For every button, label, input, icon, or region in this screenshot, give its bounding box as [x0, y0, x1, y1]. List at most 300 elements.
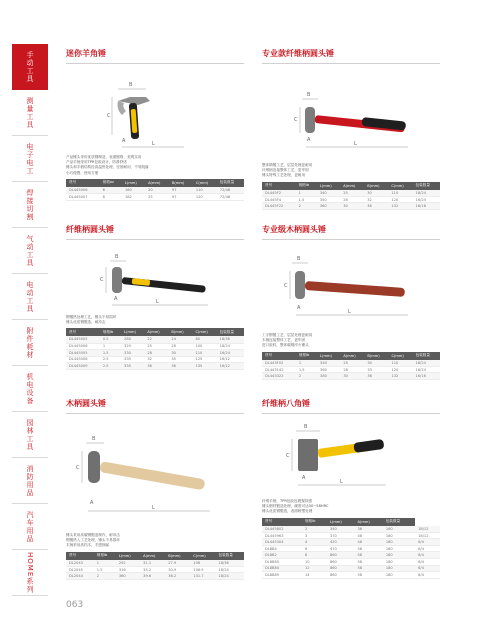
hammer-head — [295, 271, 305, 299]
table-row — [262, 366, 440, 373]
table-cell: 25 — [145, 193, 169, 200]
dim-l-label: L — [354, 141, 357, 147]
dim-c-label: C — [100, 277, 104, 283]
nav-item-accessories[interactable] — [12, 320, 48, 366]
table-row — [262, 539, 440, 546]
table-cell: DL445F2 — [262, 190, 296, 197]
table-cell: 18/24 — [217, 343, 244, 350]
dim-a-label: A — [90, 500, 94, 506]
table-cell: 335 — [121, 363, 144, 370]
divider — [262, 239, 440, 240]
table-cell: 330 — [121, 350, 144, 357]
table-cell: 470 — [327, 545, 355, 552]
table-cell: DL445006 — [66, 343, 100, 350]
table-cell: 4 — [302, 539, 327, 546]
col-header: 规格oz — [100, 179, 122, 187]
table-row — [262, 373, 440, 380]
col-header: B(mm) — [168, 328, 192, 336]
desc-line: 小巧便携，使用方便 — [66, 170, 99, 175]
table-cell: 316 — [116, 566, 140, 573]
desc-line: 锤头优质钢锻造，耐冲击 — [66, 320, 106, 325]
table-cell: DL2045 — [66, 566, 94, 573]
table-row — [262, 532, 440, 539]
table-cell: 125 — [192, 356, 216, 363]
table-cell: 340 — [317, 360, 340, 367]
hammer-handle — [99, 461, 205, 490]
table-cell: 35 — [168, 356, 192, 363]
dim-b-label: B — [115, 254, 119, 260]
table-cell: 2 — [296, 203, 317, 210]
desc-line: 锤头采用高碳钢锻造制作，耐冲击 — [66, 533, 120, 537]
table-row — [66, 193, 244, 200]
table-cell: 10 — [302, 559, 327, 566]
nav-label: 手动工具 — [26, 51, 34, 83]
table-cell: 18/36 — [217, 336, 244, 343]
col-header: C(mm) — [192, 328, 216, 336]
hammer-claw — [118, 101, 127, 115]
hammer-head — [88, 451, 100, 483]
table-cell: 0.5 — [100, 336, 121, 343]
col-header: A(mm) — [340, 182, 364, 190]
table-cell: 180 — [383, 565, 415, 572]
table-cell: DL443F02 — [262, 360, 296, 367]
table-cell: DL443142 — [262, 366, 296, 373]
table-row — [262, 572, 440, 579]
table-cell: 30 — [340, 203, 364, 210]
nav-item-home[interactable] — [12, 550, 48, 596]
table-cell: 6/4 — [415, 539, 440, 546]
table-cell: 32 — [144, 356, 168, 363]
table-cell: 340 — [327, 526, 355, 533]
col-header: C(mm) — [193, 179, 217, 187]
col-header: 货号 — [262, 518, 302, 526]
table-cell: 370 — [327, 532, 355, 539]
table-cell: 292 — [116, 560, 140, 567]
table-cell: 72/48 — [217, 193, 244, 200]
table-cell: 380 — [317, 373, 340, 380]
product-fiber-ball-peen-hammer — [66, 224, 244, 370]
col-header: C(mm) — [388, 352, 412, 360]
dim-l-label: L — [340, 479, 343, 485]
dim-b-label: B — [92, 436, 96, 442]
divider — [262, 63, 440, 64]
table-header-row — [66, 179, 244, 187]
col-header: L(mm) — [327, 518, 355, 526]
table-cell: 110 — [388, 190, 412, 197]
nav-label: 气动工具 — [26, 234, 34, 267]
table-cell: 58 — [354, 572, 382, 579]
table-cell: 6/4 — [415, 559, 440, 566]
table-cell: 36 — [144, 363, 168, 370]
nav-item-pneumatic[interactable] — [12, 228, 48, 274]
table-cell: 6/4 — [415, 545, 440, 552]
nav-item-auto[interactable] — [12, 504, 48, 550]
table-cell: 36 — [364, 203, 388, 210]
dim-c-label: C — [76, 465, 80, 471]
table-cell: 16/12 — [217, 363, 244, 370]
spec-table — [66, 328, 244, 369]
table-header-row — [262, 182, 440, 190]
table-cell: 340 — [317, 190, 340, 197]
table-cell: 25 — [340, 360, 364, 367]
table-cell: 33 — [364, 366, 388, 373]
table-cell: 180 — [383, 545, 415, 552]
table-row — [262, 203, 440, 210]
table-row — [66, 350, 244, 357]
table-cell: 16/24 — [413, 366, 440, 373]
table-cell: 2 — [302, 526, 327, 533]
table-cell: 2 — [94, 573, 116, 580]
product-title: 纤维柄八角锤 — [262, 399, 310, 408]
table-cell: 106.9 — [190, 566, 215, 573]
product-wood-ball-peen-hammer — [66, 398, 244, 580]
table-cell: DL443322 — [262, 373, 296, 380]
table-cell: 6/4 — [415, 552, 440, 559]
table-row — [66, 560, 244, 567]
col-header: C(mm) — [190, 552, 215, 560]
table-cell: DL445802 — [262, 526, 302, 533]
table-cell: 160 — [383, 526, 415, 533]
table-cell: 106 — [190, 560, 215, 567]
table-row — [66, 356, 244, 363]
product-fiber-octagonal-hammer — [262, 398, 440, 579]
product-mini-claw-hammer — [66, 48, 244, 201]
desc-line: 锤头优质钢锻造，表面喷塑处理 — [262, 509, 313, 514]
table-cell: 30 — [168, 350, 192, 357]
table-cell: 135 — [192, 363, 216, 370]
table-cell: 1 — [296, 190, 317, 197]
table-cell: 12 — [302, 565, 327, 572]
hammer-illustration — [262, 243, 440, 333]
col-header: 规格lb — [296, 182, 317, 190]
table-cell: 860 — [327, 565, 355, 572]
col-header: B(mm) — [364, 182, 388, 190]
table-cell: 36 — [168, 363, 192, 370]
table-cell: 16/16 — [413, 203, 440, 210]
table-cell: DL2043 — [66, 560, 94, 567]
table-cell: 39.6 — [140, 573, 165, 580]
desc-line: 产品锤头采用优质钢制造，表面镀铬，美观实用 — [66, 155, 142, 159]
product-pro-wood-ball-peen-hammer — [262, 224, 440, 380]
nav-item-welding[interactable] — [12, 182, 48, 228]
divider — [262, 413, 440, 414]
col-header: 包装数量 — [217, 328, 244, 336]
product-description — [262, 333, 440, 349]
table-row — [262, 360, 440, 367]
desc-line: 工字钢锻工艺，层层处理更耐用 — [262, 333, 313, 337]
dim-b-label: B — [304, 424, 308, 430]
desc-line: 钢锻热处理工艺，锤头不易损坏 — [66, 315, 117, 319]
desc-line: 纤维柄连接整体工艺，更牢固 — [262, 168, 309, 173]
hammer-illustration — [66, 243, 244, 315]
table-cell: 14 — [302, 572, 327, 579]
table-cell: 16/24 — [217, 350, 244, 357]
table-cell: 28 — [340, 196, 364, 203]
dim-l-label: L — [156, 299, 159, 305]
nav-label: 测量工具 — [26, 96, 34, 129]
handle-grip — [353, 439, 384, 453]
table-row — [262, 190, 440, 197]
table-cell: 31.1 — [140, 560, 165, 567]
table-cell: 1.5 — [94, 566, 116, 573]
table-cell: 16/16 — [413, 373, 440, 380]
nav-item-fire[interactable] — [12, 458, 48, 504]
table-cell: 16/24 — [413, 196, 440, 203]
table-row — [66, 566, 244, 573]
col-header: L(mm) — [116, 552, 140, 560]
table-cell: 18/24 — [413, 190, 440, 197]
col-header: A(mm) — [144, 328, 168, 336]
table-cell: DL8B85 — [262, 559, 302, 566]
table-cell: 80 — [192, 336, 216, 343]
table-cell: 18/24 — [215, 566, 244, 573]
table-cell: 6 — [100, 187, 122, 194]
table-cell: 1.5 — [296, 196, 317, 203]
table-cell: 27.9 — [165, 560, 190, 567]
table-cell: 180 — [383, 532, 415, 539]
table-cell: 1.5 — [296, 366, 317, 373]
table-cell: 1 — [94, 560, 116, 567]
table-cell: 131.7 — [190, 573, 215, 580]
table-cell: 28 — [144, 350, 168, 357]
nav-label: 汽车用品 — [26, 510, 34, 543]
table-cell: DL445F22 — [262, 203, 296, 210]
col-header: 规格lb — [94, 552, 116, 560]
table-cell: 16/12 — [217, 356, 244, 363]
table-cell: DL445008 — [66, 356, 100, 363]
col-header: B(mm) — [165, 552, 190, 560]
table-cell: 36 — [354, 526, 382, 533]
table-cell: 120 — [388, 366, 412, 373]
nav-label: 焊接切割 — [26, 188, 34, 221]
spec-table — [262, 182, 440, 210]
desc-line: 锤头和手柄结构经高温热处理，坚固耐用，不易脱落 — [66, 165, 149, 170]
col-header: 包装数量 — [217, 179, 244, 187]
col-header: A(mm) — [140, 552, 165, 560]
product-description — [66, 155, 244, 176]
col-header: 包装数量 — [413, 182, 440, 190]
table-header-row — [262, 352, 440, 360]
table-cell: 18/24 — [413, 360, 440, 367]
nav-item-electrical[interactable] — [12, 136, 48, 182]
nav-label: 消防用品 — [26, 464, 34, 497]
table-cell: 8 — [100, 193, 122, 200]
table-cell: 110 — [193, 187, 217, 194]
table-row — [262, 526, 440, 533]
nav-label: 机电设备 — [26, 372, 34, 405]
product-description — [66, 315, 244, 325]
col-header: C(mm) — [388, 182, 412, 190]
table-cell: 30 — [364, 190, 388, 197]
col-header: 货号 — [66, 179, 100, 187]
product-title: 专业款纤维柄圆头锤 — [262, 49, 334, 58]
table-cell: 30 — [364, 360, 388, 367]
table-cell: 180 — [383, 572, 415, 579]
table-row — [262, 559, 440, 566]
table-cell: 335 — [121, 356, 144, 363]
table-cell: 35.2 — [140, 566, 165, 573]
spec-table — [66, 179, 244, 201]
dim-b-label: B — [129, 82, 133, 88]
nav-item-mechanical[interactable] — [12, 366, 48, 412]
dim-b-label: B — [307, 92, 311, 98]
desc-line: 锤头特殊工艺处理，更耐用 — [262, 173, 306, 178]
table-cell: 420 — [327, 539, 355, 546]
table-cell: DL445005 — [66, 336, 100, 343]
table-cell: 58 — [354, 545, 382, 552]
dim-c-label: C — [284, 283, 288, 289]
table-row — [66, 573, 244, 580]
col-header: L(mm) — [121, 328, 144, 336]
col-header: 货号 — [66, 328, 100, 336]
table-cell: 1 — [296, 360, 317, 367]
table-cell: 860 — [327, 559, 355, 566]
col-header: A(mm) — [145, 179, 169, 187]
dim-l-label: L — [152, 505, 155, 511]
dim-a-label: A — [122, 138, 126, 144]
dim-a-label: A — [297, 305, 301, 311]
nav-item-power-tools[interactable] — [12, 274, 48, 320]
col-header: 规格lb — [100, 328, 121, 336]
table-cell: 280 — [121, 336, 144, 343]
dim-a-label: A — [307, 137, 311, 143]
table-cell: 20 — [145, 187, 169, 194]
table-cell: DL8B89 — [262, 572, 302, 579]
table-cell: 2 — [296, 373, 317, 380]
product-title: 专业级木柄圆头锤 — [262, 225, 326, 234]
col-header: A(mm) — [340, 352, 364, 360]
table-row — [262, 565, 440, 572]
col-header: L(mm) — [317, 182, 340, 190]
nav-label: HOME系列 — [26, 551, 34, 594]
table-row — [262, 552, 440, 559]
table-cell: 350 — [317, 196, 340, 203]
table-cell: 97 — [169, 193, 193, 200]
hammer-head — [112, 267, 122, 293]
nav-label: 电动工具 — [26, 280, 34, 313]
col-header: 规格lb — [296, 352, 317, 360]
table-cell: 132 — [388, 373, 412, 380]
col-header: B(mm) — [169, 179, 193, 187]
col-header: 货号 — [262, 352, 296, 360]
spec-table — [262, 518, 440, 579]
table-cell: 180 — [383, 539, 415, 546]
table-cell: DL8B4 — [262, 545, 302, 552]
table-cell: DL445F4 — [262, 196, 296, 203]
table-cell: DL8B2 — [262, 552, 302, 559]
table-cell: 58 — [354, 552, 382, 559]
nav-item-garden[interactable] — [12, 412, 48, 458]
table-cell: 24 — [168, 336, 192, 343]
hammer-head — [298, 439, 318, 471]
product-title: 迷你羊角锤 — [66, 49, 106, 58]
table-cell: DL2044 — [66, 573, 94, 580]
table-cell: 18/12 — [415, 526, 440, 533]
table-row — [66, 187, 244, 194]
table-row — [66, 363, 244, 370]
col-header: 包装数量 — [413, 352, 440, 360]
desc-line: 进口胶料，整体碳钢淬火锤头 — [262, 343, 309, 348]
table-cell: DL445009 — [66, 363, 100, 370]
table-cell: 36.2 — [165, 573, 190, 580]
page-number: 063 — [66, 600, 84, 610]
table-cell: 3 — [302, 532, 327, 539]
table-cell: 160 — [122, 187, 145, 194]
table-cell: 25 — [144, 343, 168, 350]
table-row — [66, 343, 244, 350]
desc-line: 木柄连接整体工艺，更牢固 — [262, 338, 306, 343]
table-cell: 18/24 — [215, 573, 244, 580]
divider — [66, 413, 244, 414]
table-cell: 1 — [100, 343, 121, 350]
table-header-row — [262, 518, 440, 526]
col-header: 包装数量 — [383, 518, 415, 526]
table-cell: 320 — [121, 343, 144, 350]
product-title: 木柄圆头锤 — [66, 399, 106, 408]
table-cell: 360 — [116, 573, 140, 580]
desc-line: 整体精锻工艺，层层处理更耐用 — [262, 163, 313, 167]
table-cell: DL445006 — [66, 187, 100, 194]
table-cell: 25 — [340, 190, 364, 197]
table-cell: 182 — [122, 193, 145, 200]
col-header: 货号 — [262, 182, 296, 190]
table-cell: 1.5 — [100, 350, 121, 357]
table-cell: 72/48 — [217, 187, 244, 194]
table-cell: 180 — [383, 552, 415, 559]
nav-item-measuring-tools[interactable] — [12, 90, 48, 136]
dim-a-label: A — [302, 475, 306, 481]
col-header: 规格lb — [302, 518, 327, 526]
table-cell: 58 — [354, 565, 382, 572]
table-cell: 360 — [317, 203, 340, 210]
table-cell: 860 — [327, 552, 355, 559]
col-header: L(mm) — [122, 179, 145, 187]
table-cell: 100 — [192, 343, 216, 350]
spec-table — [262, 352, 440, 380]
hammer-illustration — [66, 417, 244, 533]
table-cell: 28 — [168, 343, 192, 350]
table-cell: 48 — [354, 532, 382, 539]
table-row — [262, 196, 440, 203]
desc-line: 钢锻热入工艺处理，锤头不易损坏 — [66, 538, 120, 543]
desc-line: 产品手柄采用TPR包胶设计，防滑舒适 — [66, 160, 127, 165]
hammer-illustration — [66, 67, 244, 155]
table-cell: 360 — [317, 366, 340, 373]
table-cell: 18/36 — [215, 560, 244, 567]
nav-item-hand-tools[interactable] — [12, 44, 48, 90]
table-cell: 2.5 — [100, 363, 121, 370]
table-cell: 46 — [354, 539, 382, 546]
table-cell: 22 — [144, 336, 168, 343]
desc-line: 锤头钢材锻造处理，硬度可达50~58HRC — [262, 504, 329, 509]
nav-label: 附件耗材 — [26, 326, 34, 359]
table-header-row — [66, 552, 244, 560]
table-cell: 30 — [340, 373, 364, 380]
product-description — [262, 163, 440, 179]
col-header: B(mm) — [364, 352, 388, 360]
table-cell: DL445304 — [262, 539, 302, 546]
table-cell: 6/4 — [415, 565, 440, 572]
table-cell: 2.5 — [100, 356, 121, 363]
dim-a-label: A — [114, 296, 118, 302]
table-cell: DL445005 — [66, 350, 100, 357]
hammer-handle — [305, 281, 405, 297]
table-cell: 132 — [388, 203, 412, 210]
table-cell: 36 — [364, 373, 388, 380]
nav-label: 电子电工 — [26, 142, 34, 175]
nav-label: 园林工具 — [26, 418, 34, 451]
dim-c-label: C — [294, 117, 298, 123]
